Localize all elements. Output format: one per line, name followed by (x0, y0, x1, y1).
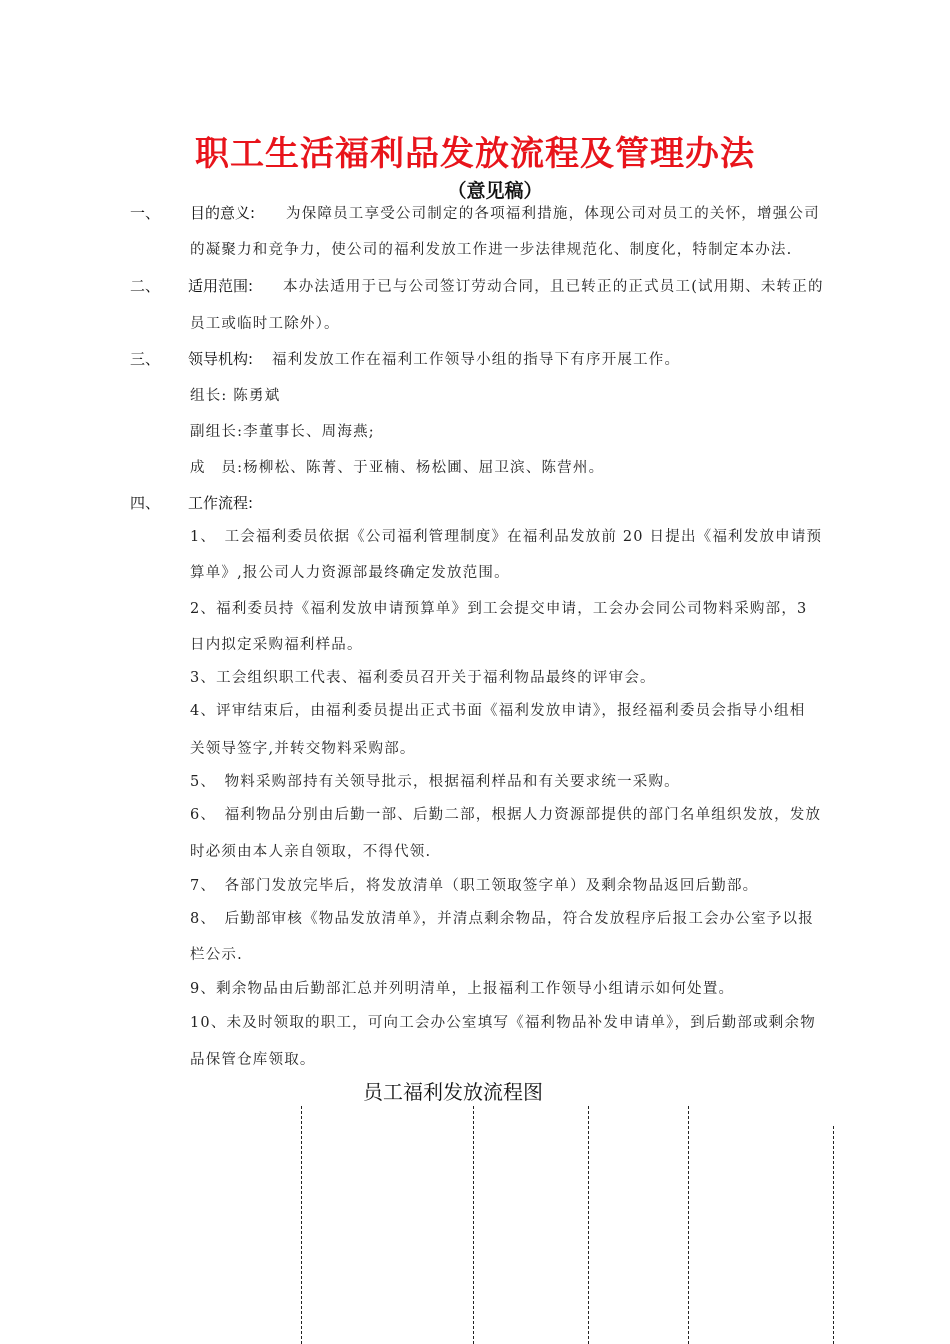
section-1-heading: 目的意义: (190, 204, 256, 222)
section-3-number: 三、 (130, 350, 161, 368)
section-3-line-1: 福利发放工作在福利工作领导小组的指导下有序开展工作。 (272, 352, 681, 368)
flowchart-lane-divider (588, 1106, 589, 1344)
section-3-line-3: 副组长:李董事长、周海燕; (190, 424, 375, 440)
section-2-line-1: 本办法适用于已与公司签订劳动合同，且已转正的正式员工(试用期、未转正的 (283, 279, 824, 295)
section-4-line-5: 3、工会组织职工代表、福利委员召开关于福利物品最终的评审会。 (190, 670, 656, 686)
section-4-line-3: 2、福利委员持《福利发放申请预算单》到工会提交申请，工会办会同公司物料采购部，3 (190, 601, 808, 617)
section-4-line-8: 5、 物料采购部持有关领导批示，根据福利样品和有关要求统一采购。 (190, 774, 680, 790)
section-4-line-16: 品保管仓库领取。 (190, 1052, 316, 1068)
section-4-line-12: 8、 后勤部审核《物品发放清单》，并清点剩余物品，符合发放程序后报工会办公室予以报 (190, 911, 814, 927)
section-2-heading: 适用范围: (188, 277, 254, 295)
flowchart-title: 员工福利发放流程图 (363, 1080, 543, 1104)
section-4-line-7: 关领导签字,并转交物料采购部。 (190, 741, 416, 757)
section-4-line-9: 6、 福利物品分别由后勤一部、后勤二部，根据人力资源部提供的部门名单组织发放，发放 (190, 807, 822, 823)
flowchart-lane-divider (473, 1106, 474, 1344)
page-title: 职工生活福利品发放流程及管理办法 (195, 134, 755, 174)
section-4-line-2: 算单》,报公司人力资源部最终确定发放范围。 (190, 565, 510, 581)
section-4-line-4: 日内拟定采购福利样品。 (190, 637, 363, 653)
section-3-line-4: 成 员:杨柳松、陈菁、于亚楠、杨松圃、屈卫滨、陈营州。 (190, 460, 605, 476)
section-1-line-1: 为保障员工享受公司制定的各项福利措施，体现公司对员工的关怀，增强公司 (286, 206, 820, 222)
flowchart-lane-divider (688, 1106, 689, 1344)
section-2-number: 二、 (130, 277, 161, 295)
section-4-line-11: 7、 各部门发放完毕后，将发放清单（职工领取签字单）及剩余物品返回后勤部。 (190, 878, 759, 894)
section-1-line-2: 的凝聚力和竞争力，使公司的福利发放工作进一步法律规范化、制度化，特制定本办法. (190, 242, 793, 258)
section-4-number: 四、 (130, 494, 161, 512)
section-4-heading: 工作流程: (188, 494, 254, 512)
page-subtitle: （意见稿） (447, 180, 543, 202)
section-4-line-1: 1、 工会福利委员依据《公司福利管理制度》在福利品发放前 20 日提出《福利发放申请预 (190, 529, 823, 545)
section-3-line-2: 组长: 陈勇斌 (190, 388, 281, 404)
flowchart-lane-divider (301, 1106, 302, 1344)
flowchart-lane-divider (833, 1126, 834, 1344)
section-4-line-10: 时必须由本人亲自领取，不得代领. (190, 844, 432, 860)
section-4-line-15: 10、未及时领取的职工，可向工会办公室填写《福利物品补发申请单》，到后勤部或剩余物 (190, 1015, 816, 1031)
section-1-number: 一、 (130, 204, 161, 222)
section-2-line-2: 员工或临时工除外）。 (190, 316, 340, 332)
section-4-line-13: 栏公示. (190, 947, 243, 963)
section-4-line-6: 4、评审结束后，由福利委员提出正式书面《福利发放申请》，报经福利委员会指导小组相 (190, 703, 806, 719)
section-4-line-14: 9、剩余物品由后勤部汇总并列明清单，上报福利工作领导小组请示如何处置。 (190, 981, 735, 997)
section-3-heading: 领导机构: (188, 350, 254, 368)
